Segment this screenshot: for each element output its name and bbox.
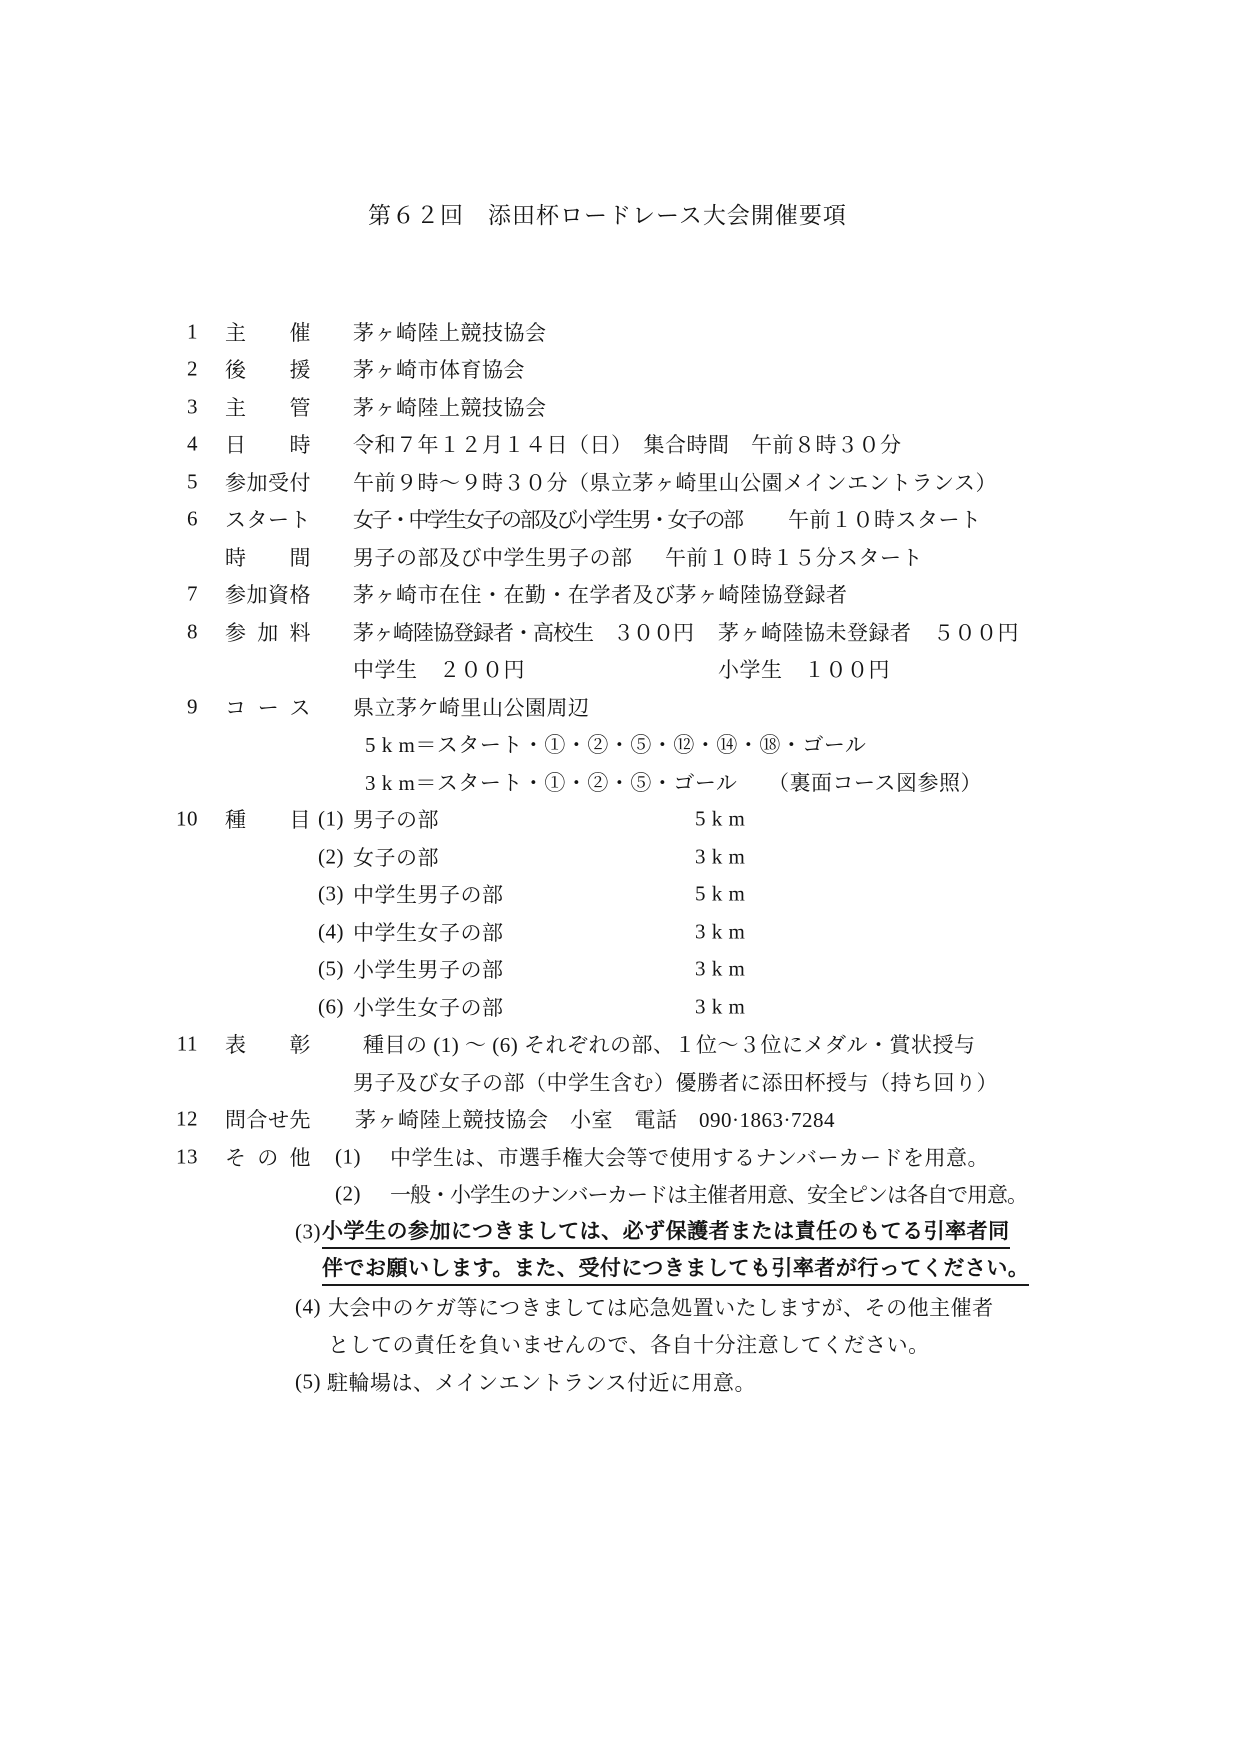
- line-number: 3: [187, 394, 198, 419]
- line-label: 主催: [225, 320, 311, 345]
- line-label: 問合せ先: [225, 1108, 311, 1133]
- line-text: 茅ヶ崎陸協登録者・高校生 ３００円: [353, 620, 693, 645]
- line-event-5: [0, 951, 1240, 989]
- line-course: [0, 688, 1240, 726]
- line-contact: [0, 1101, 1240, 1139]
- line-text: 茅ヶ崎陸上競技協会 小室 電話 090·1863·7284: [355, 1108, 835, 1133]
- line-text: 中学生女子の部: [353, 920, 504, 945]
- line-text: 中学生は、市選手権大会等で使用するナンバーカードを用意。: [390, 1145, 990, 1170]
- line-number: 8: [187, 619, 198, 644]
- distance-value: 3 k m: [695, 844, 746, 869]
- line-event-6: [0, 988, 1240, 1026]
- line-text: 大会中のケガ等につきましては応急処置いたしますが、その他主催者: [328, 1295, 994, 1320]
- line-text: 県立茅ケ崎里山公園周辺: [353, 695, 590, 720]
- line-other-1: [0, 1138, 1240, 1176]
- line-event-1: [0, 801, 1240, 839]
- line-number: 9: [187, 694, 198, 719]
- line-text: 中学生 ２００円: [353, 658, 525, 683]
- distance-value: 3 k m: [695, 994, 746, 1019]
- line-other-4a: [0, 1288, 1240, 1326]
- line-label: その他: [225, 1145, 311, 1170]
- line-text: 5 k m＝スタート・①・②・⑤・⑫・⑭・⑱・ゴール: [365, 733, 867, 758]
- line-label: コース: [225, 695, 311, 720]
- line-text: 伴でお願いします。また、受付につきましても引率者が行ってください。: [322, 1252, 1029, 1286]
- line-event-4: [0, 913, 1240, 951]
- line-text: 令和７年１２月１４日（日） 集合時間 午前８時３０分: [353, 433, 902, 458]
- item-marker: (3): [295, 1219, 321, 1244]
- line-right-text: （裏面コース図参照）: [768, 770, 982, 795]
- line-label: 種目: [225, 808, 311, 833]
- line-event-3: [0, 876, 1240, 914]
- line-other-2: [0, 1176, 1240, 1214]
- document-title: 第６２回 添田杯ロードレース大会開催要項: [368, 203, 847, 228]
- line-other-5: [0, 1363, 1240, 1401]
- line-course-5km: [0, 726, 1240, 764]
- line-text: 小学生の参加につきましては、必ず保護者または責任のもてる引率者同: [322, 1215, 1010, 1249]
- document-body: [0, 313, 1240, 1401]
- line-right-text: 茅ヶ崎陸協未登録者 ５００円: [718, 620, 1019, 645]
- distance-value: 3 k m: [695, 919, 746, 944]
- line-text: 茅ヶ崎陸上競技協会: [353, 320, 547, 345]
- line-manager: [0, 388, 1240, 426]
- line-right-text: 午前１０時１５分スタート: [665, 545, 923, 570]
- line-label: 表彰: [225, 1033, 311, 1058]
- line-other-4b: [0, 1326, 1240, 1364]
- item-marker: (4): [318, 919, 344, 944]
- item-marker: (4): [295, 1294, 321, 1319]
- line-text: 駐輪場は、メインエントランス付近に用意。: [327, 1370, 756, 1395]
- line-fee-2: [0, 651, 1240, 689]
- line-number: 2: [187, 356, 198, 381]
- item-marker: (6): [318, 994, 344, 1019]
- line-reception: [0, 463, 1240, 501]
- item-marker: (1): [335, 1144, 361, 1169]
- line-text: 茅ヶ崎市在住・在勤・在学者及び茅ヶ崎陸協登録者: [353, 583, 848, 608]
- line-text: 一般・小学生のナンバーカードは主催者用意、安全ピンは各自で用意。: [390, 1183, 1028, 1208]
- line-supporter: [0, 351, 1240, 389]
- line-label: 主管: [225, 395, 311, 420]
- distance-value: 3 k m: [695, 956, 746, 981]
- line-text: 小学生女子の部: [353, 995, 504, 1020]
- line-fee-1: [0, 613, 1240, 651]
- line-number: 11: [176, 1031, 198, 1056]
- distance-value: 5 k m: [695, 881, 746, 906]
- line-text: 茅ヶ崎陸上競技協会: [353, 395, 547, 420]
- line-awards-1: [0, 1026, 1240, 1064]
- line-other-3a: [0, 1213, 1240, 1251]
- line-text: 女子・中学生女子の部及び小学生男・女子の部: [353, 508, 742, 533]
- line-label: スタート: [225, 508, 311, 533]
- line-number: 5: [187, 469, 198, 494]
- line-course-3km: [0, 763, 1240, 801]
- line-label: 参加受付: [225, 470, 311, 495]
- line-label: 日時: [225, 433, 311, 458]
- line-text: 3 k m＝スタート・①・②・⑤・ゴール: [365, 770, 738, 795]
- line-right-text: 小学生 １００円: [718, 658, 890, 683]
- line-start-time-1: [0, 501, 1240, 539]
- distance-value: 5 k m: [695, 806, 746, 831]
- item-marker: (2): [318, 844, 344, 869]
- line-awards-2: [0, 1063, 1240, 1101]
- line-number: 7: [187, 581, 198, 606]
- line-text: としての責任を負いませんので、各自十分注意してください。: [328, 1333, 930, 1358]
- line-other-3b: [0, 1251, 1240, 1289]
- line-text: 男子及び女子の部（中学生含む）優勝者に添田杯授与（持ち回り）: [353, 1070, 998, 1095]
- line-start-time-2: [0, 538, 1240, 576]
- line-number: 4: [187, 431, 198, 456]
- line-event-2: [0, 838, 1240, 876]
- line-label: 時間: [225, 545, 311, 570]
- line-text: 中学生男子の部: [353, 883, 504, 908]
- item-marker: (2): [335, 1181, 361, 1206]
- line-text: 茅ヶ崎市体育協会: [353, 358, 525, 383]
- line-label: 参加料: [225, 620, 311, 645]
- line-text: 午前９時～９時３０分（県立茅ヶ崎里山公園メインエントランス）: [353, 470, 997, 495]
- line-text: 女子の部: [353, 845, 439, 870]
- line-number: 10: [176, 806, 198, 831]
- line-eligibility: [0, 576, 1240, 614]
- line-label: 参加資格: [225, 583, 311, 608]
- line-text: 男子の部及び中学生男子の部: [353, 545, 633, 570]
- item-marker: (3): [318, 881, 344, 906]
- line-number: 12: [176, 1106, 198, 1131]
- line-organizer: [0, 313, 1240, 351]
- line-label: 後援: [225, 358, 311, 383]
- line-date: [0, 426, 1240, 464]
- line-text: 男子の部: [353, 808, 439, 833]
- item-marker: (5): [295, 1369, 321, 1394]
- line-right-text: 午前１０時スタート: [788, 508, 982, 533]
- line-number: 13: [176, 1144, 198, 1169]
- item-marker: (1): [318, 806, 344, 831]
- line-number: 1: [187, 319, 198, 344]
- line-text: 種目の (1) ～ (6) それぞれの部、１位～３位にメダル・賞状授与: [363, 1033, 976, 1058]
- item-marker: (5): [318, 956, 344, 981]
- line-number: 6: [187, 506, 198, 531]
- line-text: 小学生男子の部: [353, 958, 504, 983]
